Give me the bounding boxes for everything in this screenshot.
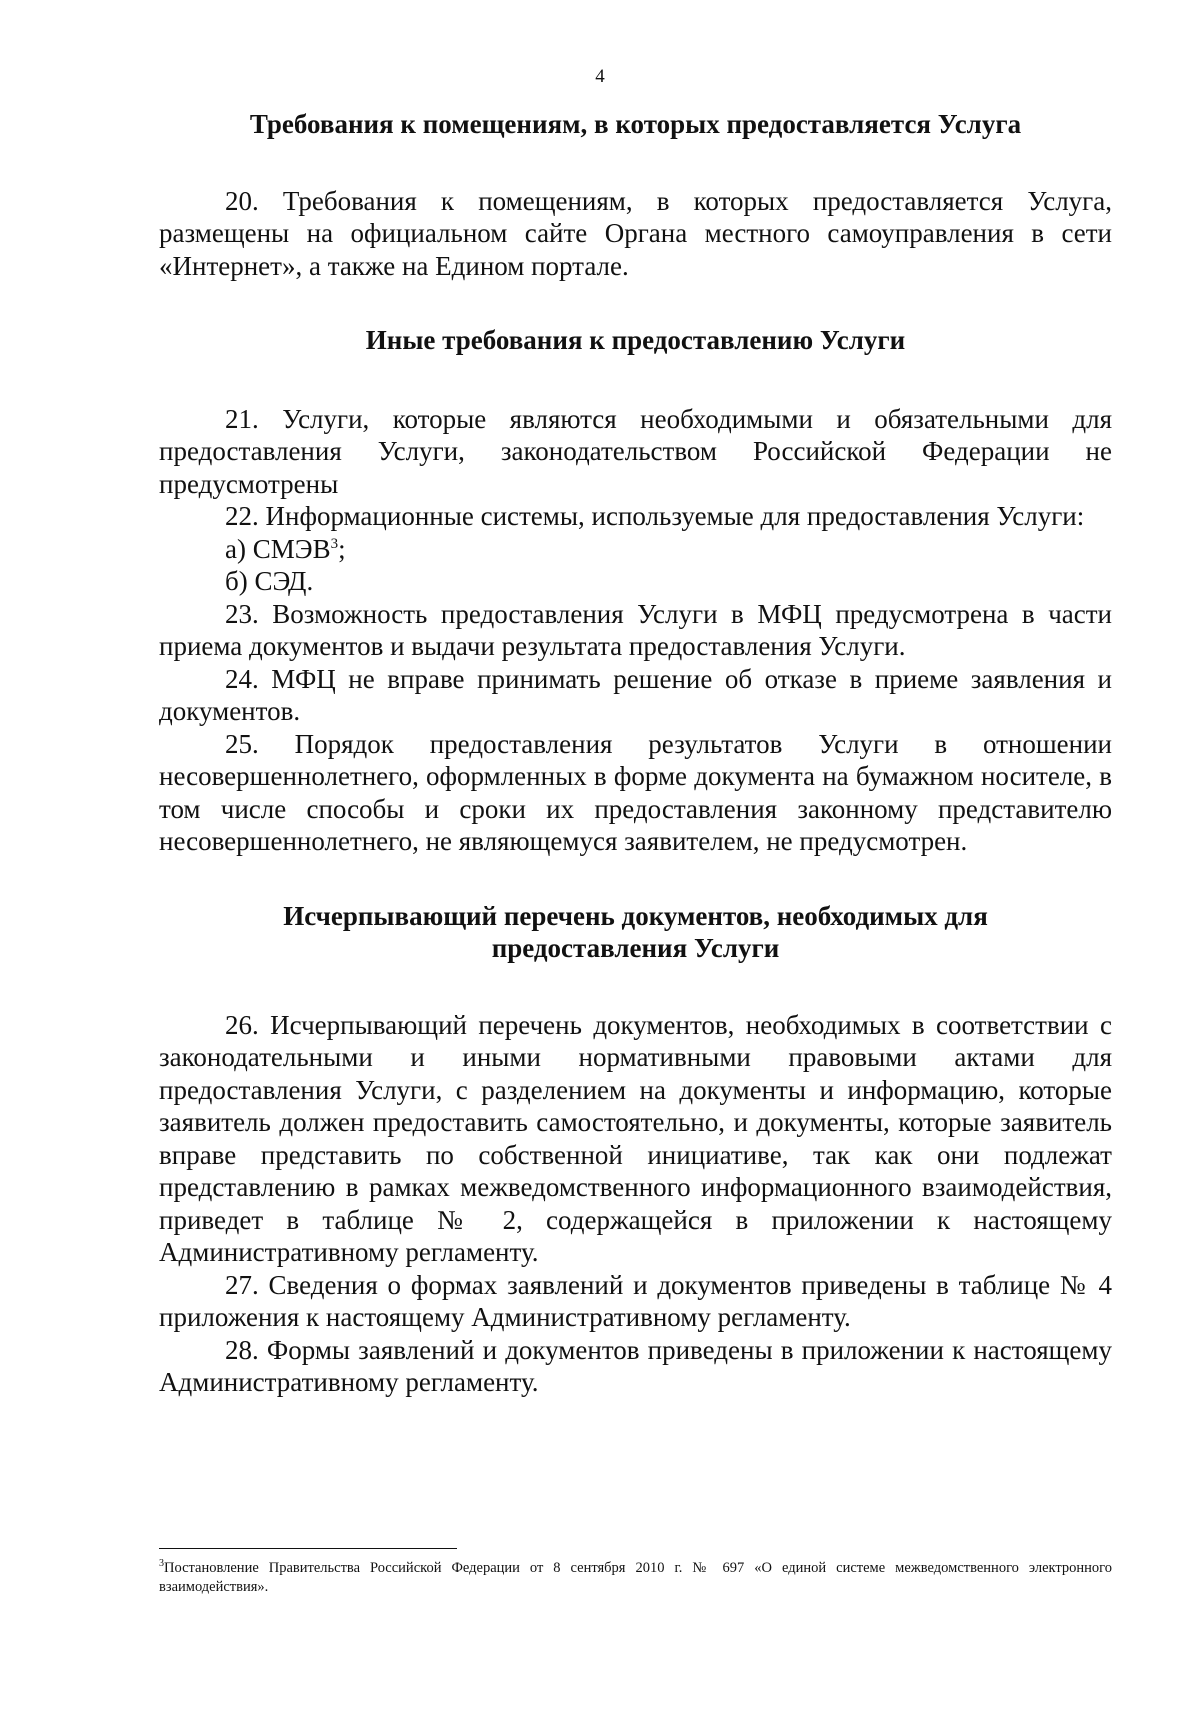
paragraph-23: 23. Возможность предоставления Услуги в МФЦ предусмотрена в части приема документов и выдачи результата предоставления Услуги. bbox=[159, 598, 1112, 661]
document-body bbox=[159, 108, 1112, 1399]
footnote-separator bbox=[159, 1548, 457, 1549]
page-number: 4 bbox=[595, 66, 605, 87]
footnote-number: 3 bbox=[159, 1558, 164, 1570]
list-item-a-text: а) СМЭВ bbox=[225, 533, 331, 564]
section-heading-premises: Требования к помещениям, в которых предоставляется Услуга bbox=[249, 109, 1022, 139]
paragraph-26: 26. Исчерпывающий перечень документов, необходимых в соответствии с законодательными и иными нормативными правовыми актами для предоставления Услуги, с разделением на документы и информацию, которые заявитель должен предоставить самостоятельно, и документы, которые заявитель вправе представить по собственной инициативе, так как они подлежат представлению в рамках межведомственного информационного взаимодействия, приведет в таблице № 2, содержащейся в приложении к настоящему Административному регламенту. bbox=[159, 1009, 1112, 1267]
list-item-a bbox=[159, 533, 1112, 566]
paragraph-21: 21. Услуги, которые являются необходимыми и обязательными для предоставления Услуги, законодательством Российской Федерации не предусмотрены bbox=[159, 403, 1112, 499]
paragraph-24: 24. МФЦ не вправе принимать решение об отказе в приеме заявления и документов. bbox=[159, 663, 1112, 726]
list-item-a-end: ; bbox=[338, 533, 346, 564]
paragraph-22: 22. Информационные системы, используемые для предоставления Услуги: bbox=[225, 501, 1085, 531]
footnote-text: Постановление Правительства Российской Федерации от 8 сентября 2010 г. № 697 «О единой системе межведомственного электронного взаимодействия». bbox=[159, 1560, 1112, 1595]
section-heading-documents: Исчерпывающий перечень документов, необходимых для предоставления Услуги bbox=[283, 900, 988, 963]
list-item-b: б) СЭД. bbox=[225, 566, 314, 596]
paragraph-28: 28. Формы заявлений и документов приведены в приложении к настоящему Административному регламенту. bbox=[159, 1334, 1112, 1397]
footnote bbox=[159, 1559, 1112, 1597]
paragraph-27: 27. Сведения о формах заявлений и документов приведены в таблице № 4 приложения к настоящему Административному регламенту. bbox=[159, 1269, 1112, 1332]
paragraph-25: 25. Порядок предоставления результатов Услуги в отношении несовершеннолетнего, оформленных в форме документа на бумажном носителе, в том числе способы и сроки их предоставления законному представителю несовершеннолетнего, не являющемуся заявителем, не предусмотрен. bbox=[159, 728, 1112, 856]
section-heading-other-requirements: Иные требования к предоставлению Услуги bbox=[365, 325, 906, 355]
paragraph-20: 20. Требования к помещениям, в которых предоставляется Услуга, размещены на официальном сайте Органа местного самоуправления в сети «Интернет», а также на Едином портале. bbox=[159, 185, 1112, 281]
footnote-ref: 3 bbox=[330, 535, 339, 552]
